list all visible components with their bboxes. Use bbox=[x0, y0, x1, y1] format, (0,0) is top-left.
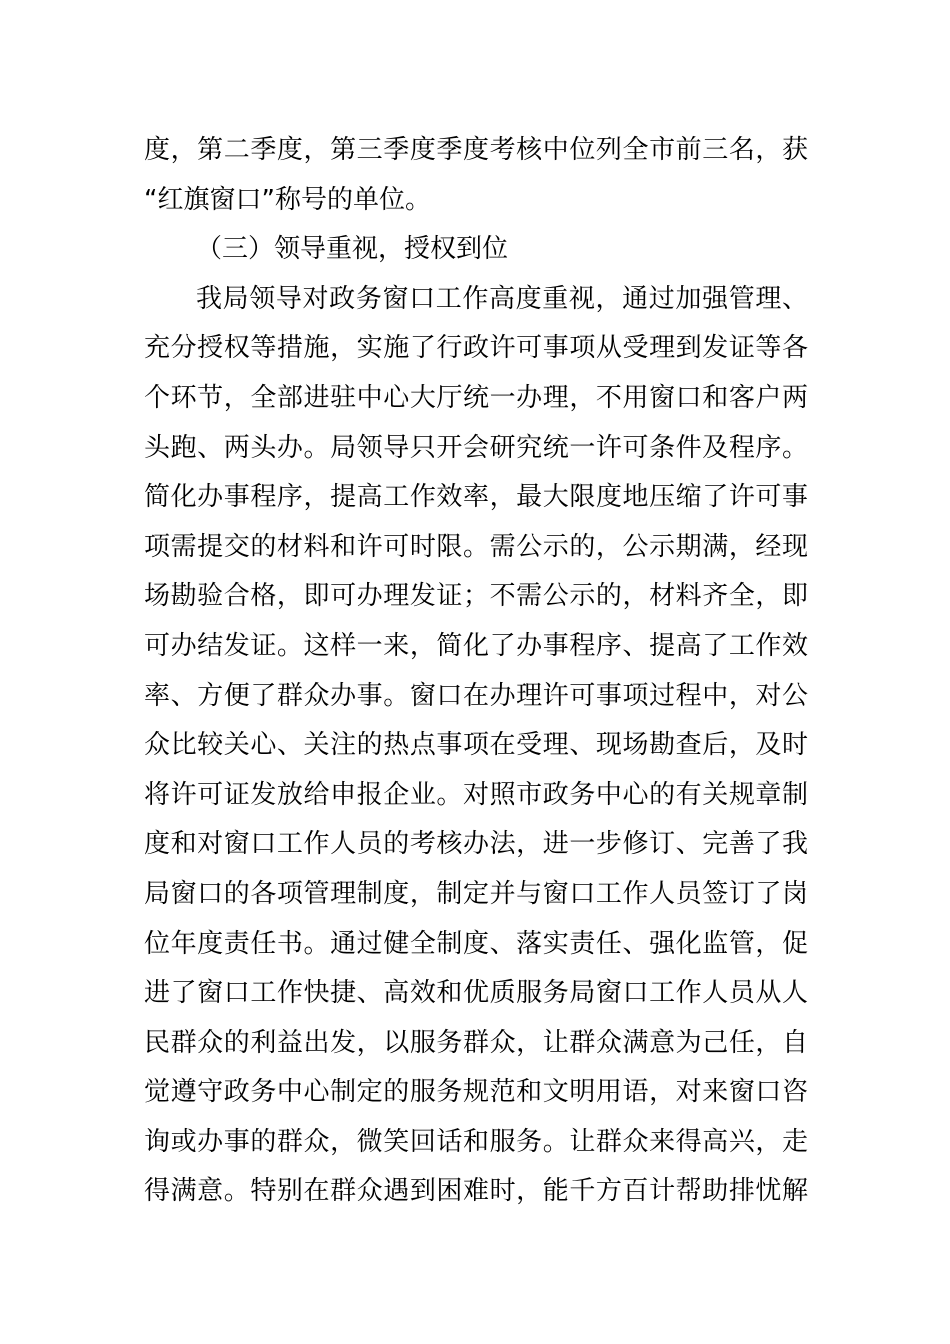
text-line: 得满意。特别在群众遇到困难时，能千方百计帮助排忧解 bbox=[144, 1176, 808, 1207]
text-line: 度，第二季度，第三季度季度考核中位列全市前三名，获 bbox=[144, 135, 808, 165]
text-line: 可办结发证。这样一来，简化了办事程序、提高了工作效 bbox=[144, 630, 808, 661]
text-line: “红旗窗口”称号的单位。 bbox=[144, 184, 431, 215]
text-line: 个环节，全部进驻中心大厅统一办理，不用窗口和客户两 bbox=[144, 382, 808, 413]
text-line: 位年度责任书。通过健全制度、落实责任、强化监管，促 bbox=[144, 928, 808, 959]
text-line: 觉遵守政务中心制定的服务规范和文明用语，对来窗口咨 bbox=[144, 1077, 808, 1108]
text-line: 项需提交的材料和许可时限。需公示的，公示期满，经现 bbox=[144, 531, 808, 562]
document-body bbox=[144, 126, 808, 1217]
text-line: 民群众的利益出发，以服务群众，让群众满意为己任，自 bbox=[144, 1027, 808, 1058]
text-line: 充分授权等措施，实施了行政许可事项从受理到发证等各 bbox=[144, 333, 808, 364]
text-line: 询或办事的群众，微笑回话和服务。让群众来得高兴，走 bbox=[144, 1126, 808, 1157]
text-line: 场勘验合格，即可办理发证；不需公示的，材料齐全，即 bbox=[144, 581, 808, 612]
text-line: 众比较关心、关注的热点事项在受理、现场勘查后，及时 bbox=[144, 730, 808, 761]
text-line: 将许可证发放给申报企业。对照市政务中心的有关规章制 bbox=[144, 779, 808, 810]
text-line: 率、方便了群众办事。窗口在办理许可事项过程中，对公 bbox=[144, 680, 808, 711]
text-line: 度和对窗口工作人员的考核办法，进一步修订、完善了我 bbox=[144, 829, 808, 860]
text-line: 进了窗口工作快捷、高效和优质服务局窗口工作人员从人 bbox=[144, 978, 808, 1009]
text-line: 简化办事程序，提高工作效率，最大限度地压缩了许可事 bbox=[144, 482, 808, 513]
text-line: 局窗口的各项管理制度，制定并与窗口工作人员签订了岗 bbox=[144, 878, 808, 909]
paragraph-first-line: 我局领导对政务窗口工作高度重视，通过加强管理、 bbox=[196, 283, 808, 314]
text-line: 头跑、两头办。局领导只开会研究统一许可条件及程序。 bbox=[144, 432, 808, 463]
section-heading: （三）领导重视，授权到位 bbox=[196, 234, 509, 265]
